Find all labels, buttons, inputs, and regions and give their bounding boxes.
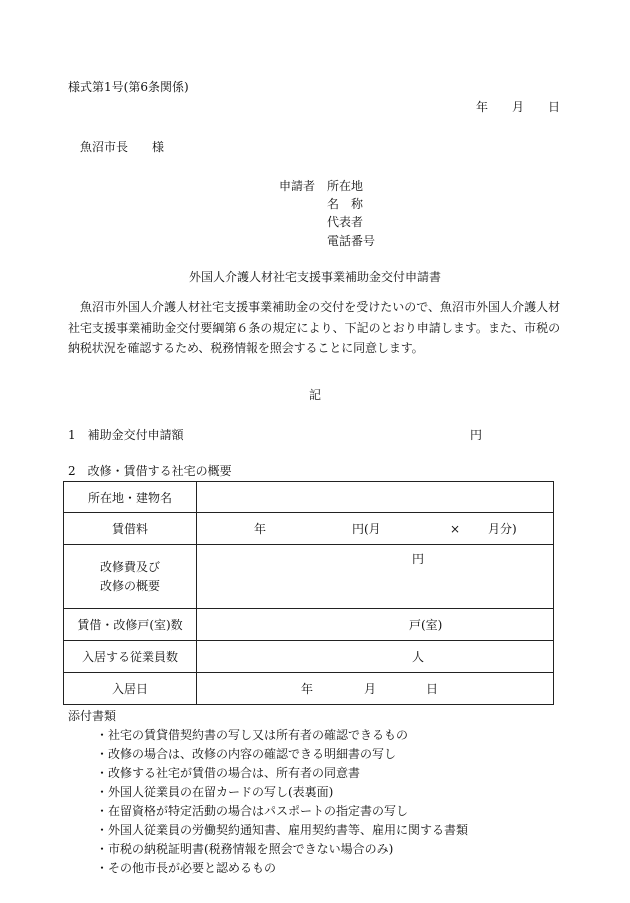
item1-unit: 円 xyxy=(470,428,483,442)
document-title: 外国人介護人材社宅支援事業補助金交付申請書 xyxy=(188,270,441,284)
applicant-address-label: 所在地 xyxy=(327,179,364,193)
rent-year: 年 xyxy=(254,522,267,536)
move-in-label: 入居日 xyxy=(64,673,197,705)
applicant-phone-label: 電話番号 xyxy=(327,234,376,248)
attachments-title: 添付書類 xyxy=(68,709,117,723)
date-year: 年 xyxy=(476,100,489,114)
repair-field[interactable] xyxy=(197,545,554,609)
rent-field[interactable] xyxy=(197,513,554,545)
move-in-field[interactable] xyxy=(197,673,554,705)
rent-times: × xyxy=(450,522,461,536)
item1-label: 1 補助金交付申請額 xyxy=(68,428,184,442)
attachment-item: ・市税の納税証明書(税務情報を照会できない場合のみ) xyxy=(96,842,394,856)
move-in-day: 日 xyxy=(426,682,439,696)
addressee: 魚沼市長 様 xyxy=(80,140,165,154)
attachment-item: ・外国人従業員の在留カードの写し(表裏面) xyxy=(96,785,334,799)
move-in-month: 月 xyxy=(364,682,377,696)
attachment-item: ・社宅の賃貸借契約書の写し又は所有者の確認できるもの xyxy=(96,728,409,742)
rent-yen: 円(月 xyxy=(352,522,381,536)
units-field[interactable] xyxy=(197,609,554,641)
table-row xyxy=(64,513,554,545)
applicant-representative-label: 代表者 xyxy=(327,215,364,229)
rent-months: 月分) xyxy=(488,522,517,536)
ki-mark: 記 xyxy=(309,388,322,402)
applicant-label: 申請者 xyxy=(279,179,316,193)
table-row xyxy=(64,482,554,513)
date-month: 月 xyxy=(512,100,525,114)
form-number: 様式第1号(第6条関係) xyxy=(68,80,189,94)
rent-label: 賃借料 xyxy=(64,513,197,545)
repair-unit: 円 xyxy=(412,552,425,566)
attachment-item: ・その他市長が必要と認めるもの xyxy=(96,861,277,875)
company-housing-table xyxy=(63,481,554,705)
table-row xyxy=(64,545,554,609)
repair-label xyxy=(64,545,197,609)
units-unit: 戸(室) xyxy=(409,618,443,632)
address-building-field[interactable] xyxy=(197,482,554,513)
employees-unit: 人 xyxy=(412,650,425,664)
attachment-item: ・外国人従業員の労働契約通知書、雇用契約書等、雇用に関する書類 xyxy=(96,823,469,837)
repair-label-line-2: 改修の概要 xyxy=(99,578,160,593)
attachment-item: ・改修する社宅が賃借の場合は、所有者の同意書 xyxy=(96,766,361,780)
move-in-year: 年 xyxy=(301,682,314,696)
body-paragraph: 魚沼市外国人介護人材社宅支援事業補助金の交付を受けたいので、魚沼市外国人介護人材社宅支援事業補助金交付要綱第６条の規定により、下記のとおり申請します。また、市税の納税状況を確認するため、税務情報を照会することに同意します。 xyxy=(68,300,560,355)
employees-label: 入居する従業員数 xyxy=(64,641,197,673)
table-row xyxy=(64,641,554,673)
table-row xyxy=(64,609,554,641)
attachment-item: ・在留資格が特定活動の場合はパスポートの指定書の写し xyxy=(96,804,409,818)
item2-label: 2 改修・賃借する社宅の概要 xyxy=(68,464,232,478)
employees-field[interactable] xyxy=(197,641,554,673)
applicant-name-label: 名 称 xyxy=(327,197,364,211)
table-row xyxy=(64,673,554,705)
units-label: 賃借・改修戸(室)数 xyxy=(64,609,197,641)
date-day: 日 xyxy=(548,100,561,114)
address-building-label: 所在地・建物名 xyxy=(64,482,197,513)
repair-label-line-1: 改修費及び xyxy=(99,559,160,574)
attachment-item: ・改修の場合は、改修の内容の確認できる明細書の写し xyxy=(96,747,397,761)
